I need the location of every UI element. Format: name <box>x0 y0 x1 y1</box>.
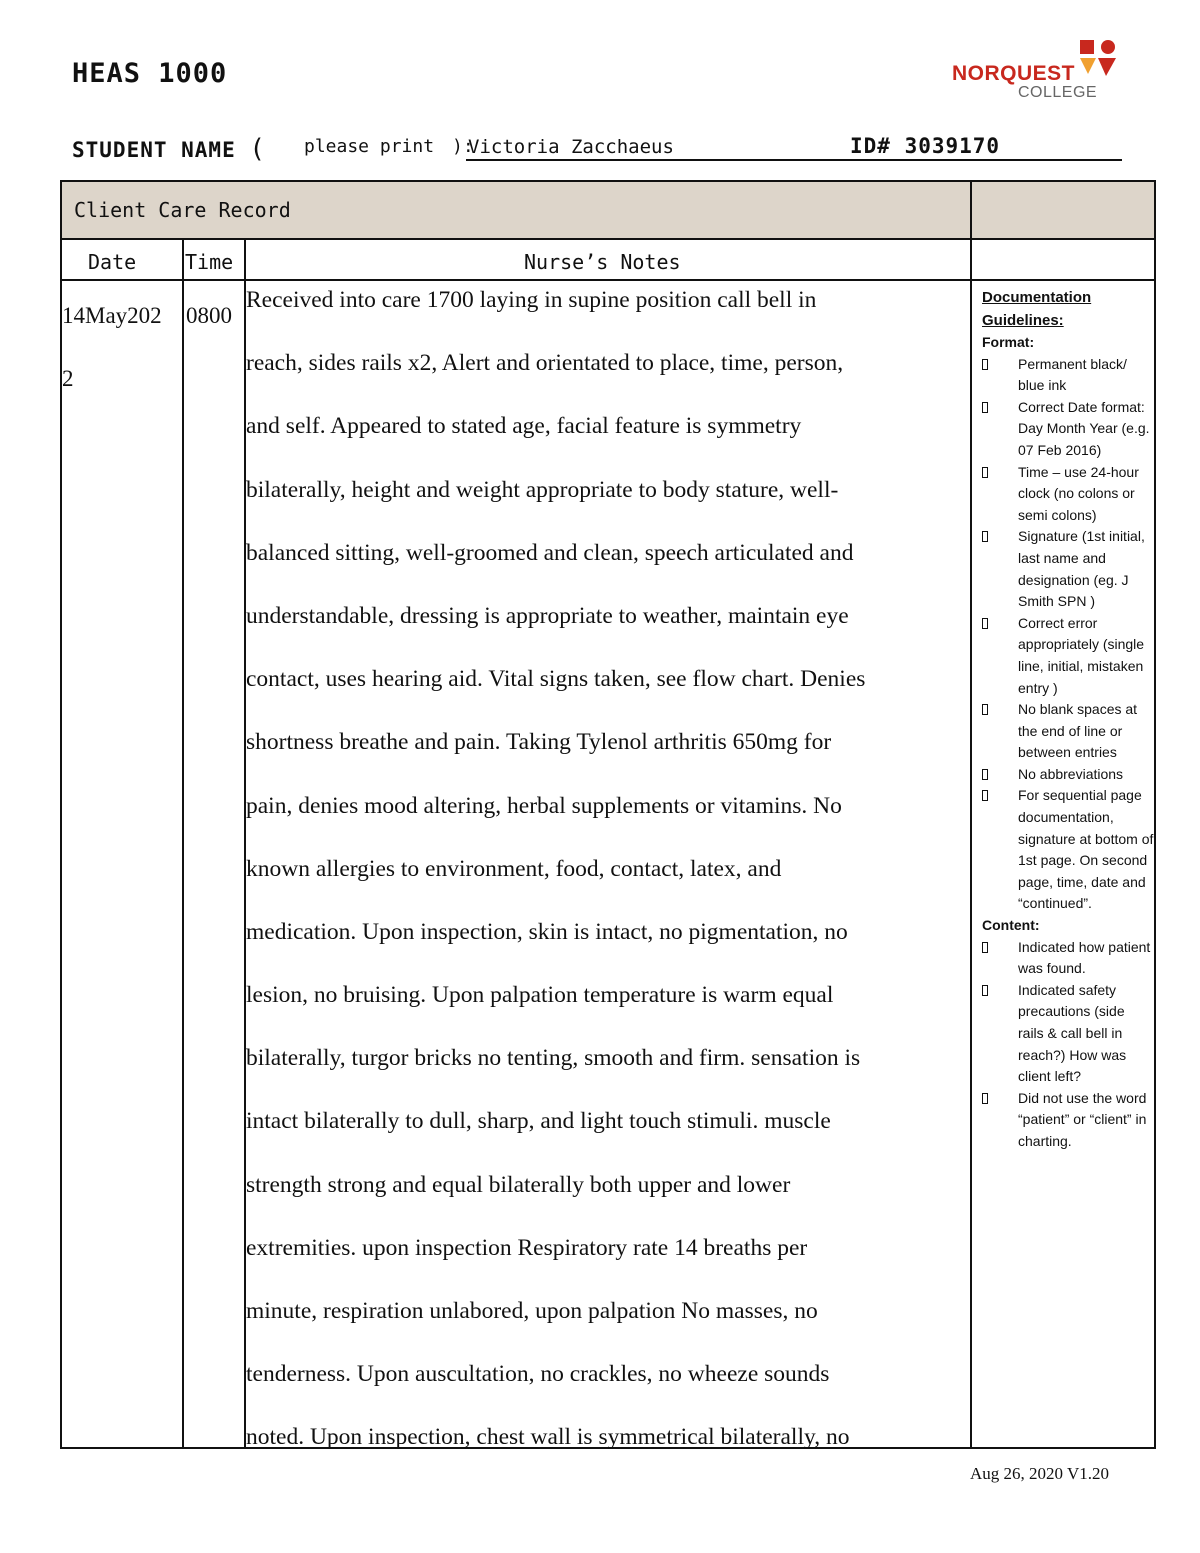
bullet-box-icon <box>982 359 988 370</box>
column-time: Time <box>185 250 234 274</box>
guideline-text: Indicated how patient was found. <box>1018 938 1151 977</box>
guideline-item <box>982 785 1154 915</box>
guideline-item <box>982 397 1154 462</box>
guideline-item <box>982 699 1154 764</box>
guideline-item <box>982 613 1154 699</box>
guideline-text: Correct Date format: Day Month Year (e.g. 07 Feb 2016) <box>1018 398 1150 458</box>
entry-date: 14May202 2 <box>62 303 162 391</box>
note-line: intact bilaterally to dull, sharp, and light touch stimuli. muscle <box>246 1108 831 1135</box>
guideline-text: Permanent black/ blue ink <box>1018 355 1127 394</box>
guideline-item <box>982 764 1154 786</box>
guideline-item <box>982 937 1154 980</box>
note-line: noted. Upon inspection, chest wall is symmetrical bilaterally, no <box>246 1424 850 1451</box>
bullet-box-icon <box>982 618 988 629</box>
client-care-record-table <box>60 180 1156 1449</box>
entry-time: 0800 <box>186 303 232 328</box>
format-list <box>982 354 1154 915</box>
content-list <box>982 937 1154 1153</box>
guidelines-title: Documentation Guidelines: <box>982 289 1092 329</box>
note-line: and self. Appeared to stated age, facial feature is symmetry <box>246 413 802 440</box>
guideline-text: Signature (1st initial, last name and designation (eg. J Smith SPN ) <box>1018 528 1145 610</box>
note-line: bilaterally, turgor bricks no tenting, smooth and firm. sensation is <box>246 1045 861 1072</box>
student-line <box>72 130 1122 162</box>
norquest-logo <box>948 38 1120 108</box>
version-footer: Aug 26, 2020 V1.20 <box>970 1464 1109 1483</box>
logo-subtitle: COLLEGE <box>1018 84 1098 101</box>
note-line: known allergies to environment, food, contact, latex, and <box>246 855 782 882</box>
guideline-item <box>982 1088 1154 1153</box>
note-line: balanced sitting, well-groomed and clean, speech articulated and <box>246 539 854 566</box>
note-line: medication. Upon inspection, skin is intact, no pigmentation, no <box>246 918 848 945</box>
logo-wordmark: NORQUEST <box>952 62 1076 85</box>
guideline-text: For sequential page documentation, signature at bottom of 1st page. On second page, time, date and “continued”. <box>1018 787 1154 912</box>
bullet-box-icon <box>982 942 988 953</box>
record-title-row <box>62 182 1154 240</box>
note-line: reach, sides rails x2, Alert and orientated to place, time, person, <box>246 350 844 377</box>
note-line: extremities. upon inspection Respiratory rate 14 breaths per <box>246 1234 808 1261</box>
student-id: ID# 3039170 <box>850 134 1001 158</box>
note-line: understandable, dressing is appropriate to weather, maintain eye <box>246 602 849 629</box>
date-divider <box>182 238 184 1447</box>
student-name-label: STUDENT NAME ( <box>72 134 267 164</box>
column-nurses-notes: Nurse’s Notes <box>524 250 681 274</box>
guideline-text: Did not use the word “patient” or “client” in charting. <box>1018 1089 1147 1149</box>
note-line: lesion, no bruising. Upon palpation temperature is warm equal <box>246 982 834 1009</box>
guideline-text: No blank spaces at the end of line or between entries <box>1018 701 1138 761</box>
note-line: strength strong and equal bilaterally both upper and lower <box>246 1171 791 1198</box>
note-line: tenderness. Upon auscultation, no crackles, no wheeze sounds <box>246 1361 830 1388</box>
guideline-text: Correct error appropriately (single line, initial, mistaken entry ) <box>1018 614 1145 696</box>
guideline-item <box>982 980 1154 1088</box>
record-title: Client Care Record <box>74 198 291 222</box>
note-line: minute, respiration unlabored, upon palpation No masses, no <box>246 1298 818 1324</box>
nurse-notes <box>246 284 972 1485</box>
column-date: Date <box>88 250 137 274</box>
column-header-rule <box>62 279 1154 281</box>
guideline-item <box>982 526 1154 612</box>
guideline-item <box>982 462 1154 527</box>
name-underline <box>466 159 1122 161</box>
note-line: bilaterally, height and weight appropriate to body stature, well- <box>246 476 839 503</box>
note-line: contact, uses hearing aid. Vital signs taken, see flow chart. Denies <box>246 666 866 693</box>
format-label: Format: <box>982 334 1035 350</box>
bullet-box-icon <box>982 1093 988 1104</box>
norquest-emblem-icon <box>1076 38 1120 82</box>
guideline-text: No abbreviations <box>1018 765 1124 782</box>
student-name-value: Victoria Zacchaeus <box>468 136 674 158</box>
bullet-box-icon <box>982 402 988 413</box>
note-line: shortness breathe and pain. Taking Tylenol arthritis 650mg for <box>246 729 832 756</box>
note-line: pain, denies mood altering, herbal supplements or vitamins. No <box>246 792 842 819</box>
bullet-box-icon <box>982 704 988 715</box>
bullet-box-icon <box>982 790 988 801</box>
bullet-box-icon <box>982 467 988 478</box>
bullet-box-icon <box>982 769 988 780</box>
documentation-guidelines <box>982 286 1154 1153</box>
print-hint: please print <box>304 136 435 157</box>
content-label: Content: <box>982 917 1040 934</box>
guideline-item <box>982 354 1154 397</box>
note-line: Received into care 1700 laying in supine position call bell in <box>246 287 817 313</box>
guideline-text: Indicated safety precautions (side rails & call bell in reach?) How was client left? <box>1018 981 1127 1085</box>
bullet-box-icon <box>982 531 988 542</box>
guideline-text: Time – use 24-hour clock (no colons or semi colons) <box>1018 463 1139 523</box>
course-code: HEAS 1000 <box>72 58 228 89</box>
print-hint-close: ): <box>452 136 474 157</box>
bullet-box-icon <box>982 985 988 996</box>
